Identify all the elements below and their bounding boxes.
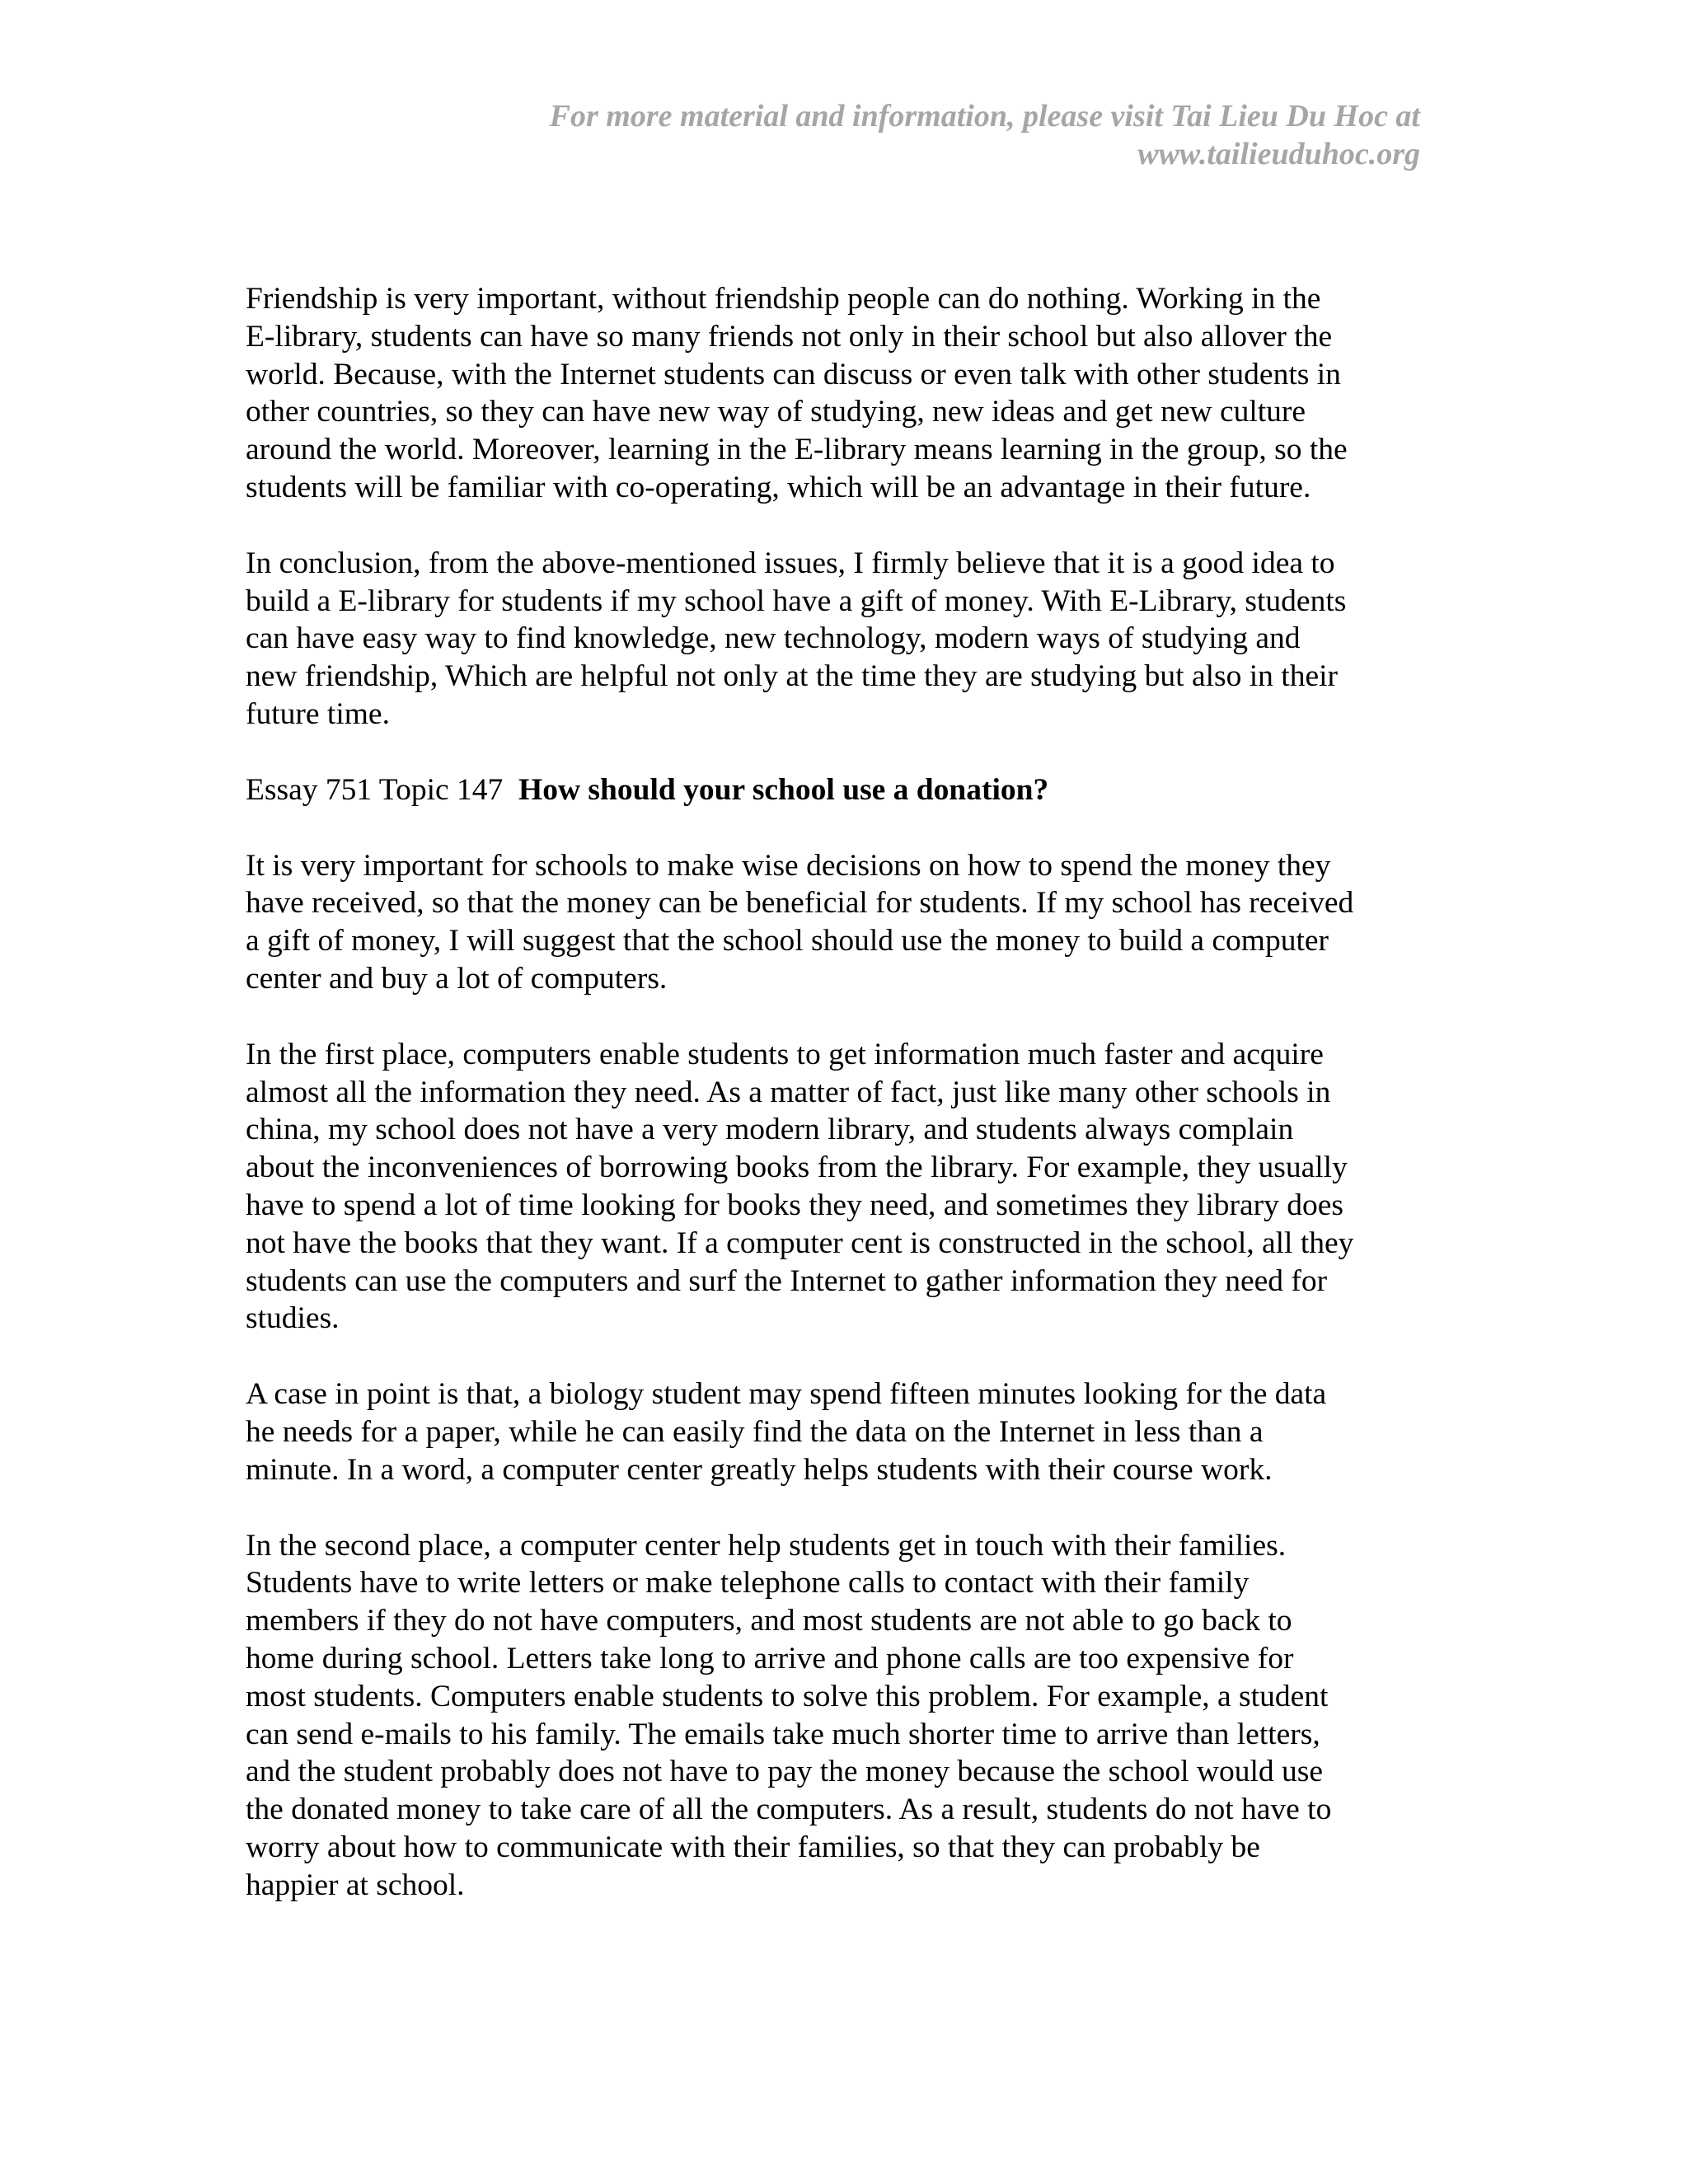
text-line: other countries, so they can have new way of studying, new ideas and get new culture bbox=[246, 395, 1306, 429]
text-line: home during school. Letters take long to arrive and phone calls are too expensive for bbox=[246, 1641, 1294, 1675]
text-line: future time. bbox=[246, 696, 390, 731]
essay-heading bbox=[246, 771, 1449, 809]
text-line: a gift of money, I will suggest that the school should use the money to build a computer bbox=[246, 924, 1329, 958]
text-line: In conclusion, from the above-mentioned issues, I firmly believe that it is a good idea to bbox=[246, 546, 1335, 580]
essay-title: How should your school use a donation? bbox=[518, 772, 1049, 807]
text-line: have received, so that the money can be beneficial for students. If my school has received bbox=[246, 886, 1354, 921]
text-line: worry about how to communicate with their families, so that they can probably be bbox=[246, 1830, 1260, 1864]
text-line: students will be familiar with co-operating, which will be an advantage in their future. bbox=[246, 470, 1311, 504]
header-url: www.tailieuduhoc.org bbox=[1137, 137, 1420, 171]
text-line: have to spend a lot of time looking for books they need, and sometimes they library does bbox=[246, 1188, 1344, 1222]
text-line: Friendship is very important, without friendship people can do nothing. Working in the bbox=[246, 282, 1321, 316]
text-line: In the first place, computers enable students to get information much faster and acquire bbox=[246, 1037, 1324, 1071]
essay-heading-line bbox=[246, 771, 1449, 809]
text-line: new friendship, Which are helpful not only at the time they are studying but also in their bbox=[246, 659, 1339, 694]
paragraph-second-place bbox=[246, 1527, 1449, 1905]
text-line: world. Because, with the Internet students can discuss or even talk with other students in bbox=[246, 357, 1341, 391]
paragraph-introduction bbox=[246, 847, 1449, 998]
text-line: can send e-mails to his family. The emails take much shorter time to arrive than letters, bbox=[246, 1717, 1320, 1751]
text-line: about the inconveniences of borrowing books from the library. For example, they usually bbox=[246, 1151, 1348, 1185]
text-line: not have the books that they want. If a computer cent is constructed in the school, all they bbox=[246, 1226, 1354, 1260]
text-line: studies. bbox=[246, 1301, 340, 1336]
text-line: happier at school. bbox=[246, 1868, 465, 1902]
text-line: minute. In a word, a computer center greatly helps students with their course work. bbox=[246, 1452, 1273, 1487]
paragraph-first-place bbox=[246, 1036, 1449, 1338]
text-line: and the student probably does not have to pay the money because the school would use bbox=[246, 1755, 1323, 1789]
text-line: build a E-library for students if my school have a gift of money. With E-Library, students bbox=[246, 583, 1347, 618]
paragraph-friendship bbox=[246, 280, 1449, 507]
page-header bbox=[462, 97, 1420, 173]
paragraph-case-in-point bbox=[246, 1376, 1449, 1488]
text-line: members if they do not have computers, and most students are not able to go back to bbox=[246, 1604, 1292, 1638]
text-line: center and buy a lot of computers. bbox=[246, 961, 668, 996]
text-line: china, my school does not have a very modern library, and students always complain bbox=[246, 1113, 1294, 1147]
essay-number: Essay 751 Topic 147 bbox=[246, 772, 504, 807]
text-line: can have easy way to find knowledge, new technology, modern ways of studying and bbox=[246, 621, 1301, 656]
text-line: around the world. Moreover, learning in the E-library means learning in the group, so the bbox=[246, 433, 1348, 467]
text-line: the donated money to take care of all the computers. As a result, students do not have to bbox=[246, 1793, 1332, 1827]
text-line: In the second place, a computer center help students get in touch with their families. bbox=[246, 1528, 1287, 1563]
header-line: For more material and information, please visit Tai Lieu Du Hoc at bbox=[549, 99, 1420, 134]
text-line: most students. Computers enable students to solve this problem. For example, a student bbox=[246, 1679, 1329, 1713]
text-line: he needs for a paper, while he can easily find the data on the Internet in less than a bbox=[246, 1414, 1264, 1449]
text-line: A case in point is that, a biology student may spend fifteen minutes looking for the data bbox=[246, 1377, 1327, 1412]
text-line: It is very important for schools to make wise decisions on how to spend the money they bbox=[246, 848, 1331, 883]
document-body bbox=[246, 280, 1449, 1942]
text-line: almost all the information they need. As a matter of fact, just like many other schools in bbox=[246, 1075, 1331, 1109]
text-line: E-library, students can have so many friends not only in their school but also allover the bbox=[246, 319, 1333, 354]
text-line: Students have to write letters or make telephone calls to contact with their family bbox=[246, 1566, 1250, 1601]
text-line: students can use the computers and surf the Internet to gather information they need for bbox=[246, 1263, 1328, 1298]
paragraph-conclusion bbox=[246, 545, 1449, 733]
